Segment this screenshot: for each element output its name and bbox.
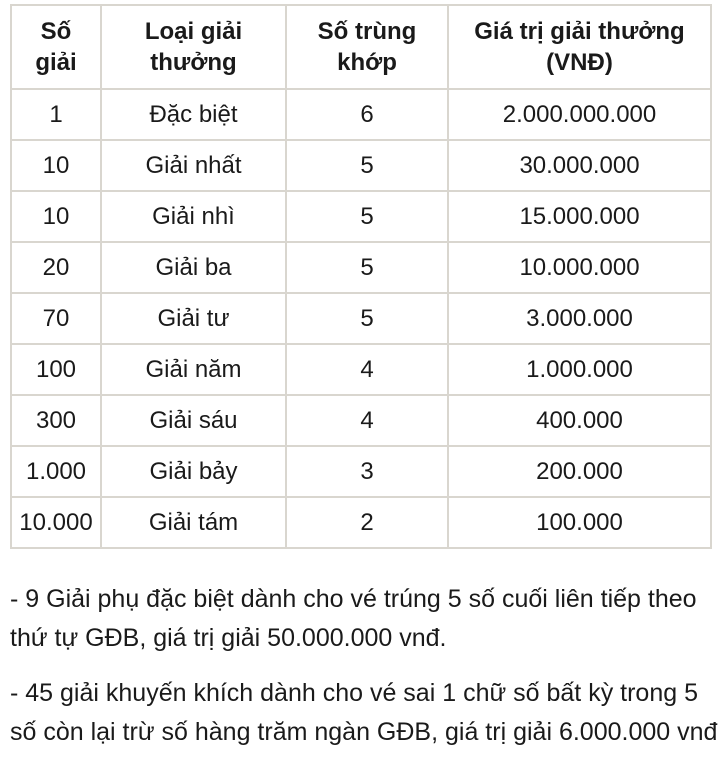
cell-prize-type: Giải sáu	[101, 395, 286, 446]
cell-prize-value: 100.000	[448, 497, 711, 548]
cell-prize-value: 2.000.000.000	[448, 89, 711, 140]
cell-prize-value: 10.000.000	[448, 242, 711, 293]
cell-match-count: 4	[286, 395, 448, 446]
prize-table-row	[11, 89, 711, 140]
cell-prize-type: Đặc biệt	[101, 89, 286, 140]
cell-prize-count: 300	[11, 395, 101, 446]
prize-table-row	[11, 395, 711, 446]
cell-prize-value: 1.000.000	[448, 344, 711, 395]
column-header-so-giai: Số giải	[11, 5, 101, 89]
cell-match-count: 4	[286, 344, 448, 395]
prize-table-row	[11, 242, 711, 293]
column-header-gia-tri-giai-thuong: Giá trị giải thưởng (VNĐ)	[448, 5, 711, 89]
cell-prize-type: Giải nhì	[101, 191, 286, 242]
note-paragraph	[10, 580, 710, 658]
note-paragraph	[10, 674, 718, 752]
prize-table-row	[11, 497, 711, 548]
cell-prize-value: 3.000.000	[448, 293, 711, 344]
cell-prize-type: Giải năm	[101, 344, 286, 395]
cell-match-count: 5	[286, 242, 448, 293]
cell-prize-type: Giải ba	[101, 242, 286, 293]
cell-prize-type: Giải nhất	[101, 140, 286, 191]
cell-prize-count: 1.000	[11, 446, 101, 497]
cell-prize-count: 100	[11, 344, 101, 395]
prize-table-row	[11, 344, 711, 395]
note-line: - 9 Giải phụ đặc biệt dành cho vé trúng 5 số cuối liên tiếp theo	[10, 585, 697, 613]
cell-prize-type: Giải bảy	[101, 446, 286, 497]
prize-table-row	[11, 446, 711, 497]
cell-prize-count: 10.000	[11, 497, 101, 548]
note-line: số còn lại trừ số hàng trăm ngàn GĐB, giá trị giải 6.000.000 vnđ	[10, 718, 718, 746]
column-header-loai-giai-thuong: Loại giải thưởng	[101, 5, 286, 89]
cell-match-count: 5	[286, 293, 448, 344]
cell-prize-count: 20	[11, 242, 101, 293]
cell-prize-value: 400.000	[448, 395, 711, 446]
prize-table-row	[11, 293, 711, 344]
cell-prize-type: Giải tám	[101, 497, 286, 548]
cell-prize-value: 15.000.000	[448, 191, 711, 242]
cell-match-count: 5	[286, 140, 448, 191]
prize-table-row	[11, 191, 711, 242]
cell-match-count: 6	[286, 89, 448, 140]
cell-match-count: 3	[286, 446, 448, 497]
cell-prize-count: 10	[11, 191, 101, 242]
cell-prize-value: 30.000.000	[448, 140, 711, 191]
prize-table-header-row	[11, 5, 711, 89]
cell-match-count: 5	[286, 191, 448, 242]
prize-table-row	[11, 140, 711, 191]
note-line: thứ tự GĐB, giá trị giải 50.000.000 vnđ.	[10, 624, 447, 652]
cell-prize-count: 1	[11, 89, 101, 140]
cell-match-count: 2	[286, 497, 448, 548]
cell-prize-count: 70	[11, 293, 101, 344]
note-line: - 45 giải khuyến khích dành cho vé sai 1 chữ số bất kỳ trong 5	[10, 679, 698, 707]
column-header-so-trung-khop: Số trùng khớp	[286, 5, 448, 89]
cell-prize-value: 200.000	[448, 446, 711, 497]
prize-table	[10, 4, 712, 549]
cell-prize-type: Giải tư	[101, 293, 286, 344]
notes-section	[10, 580, 718, 752]
cell-prize-count: 10	[11, 140, 101, 191]
